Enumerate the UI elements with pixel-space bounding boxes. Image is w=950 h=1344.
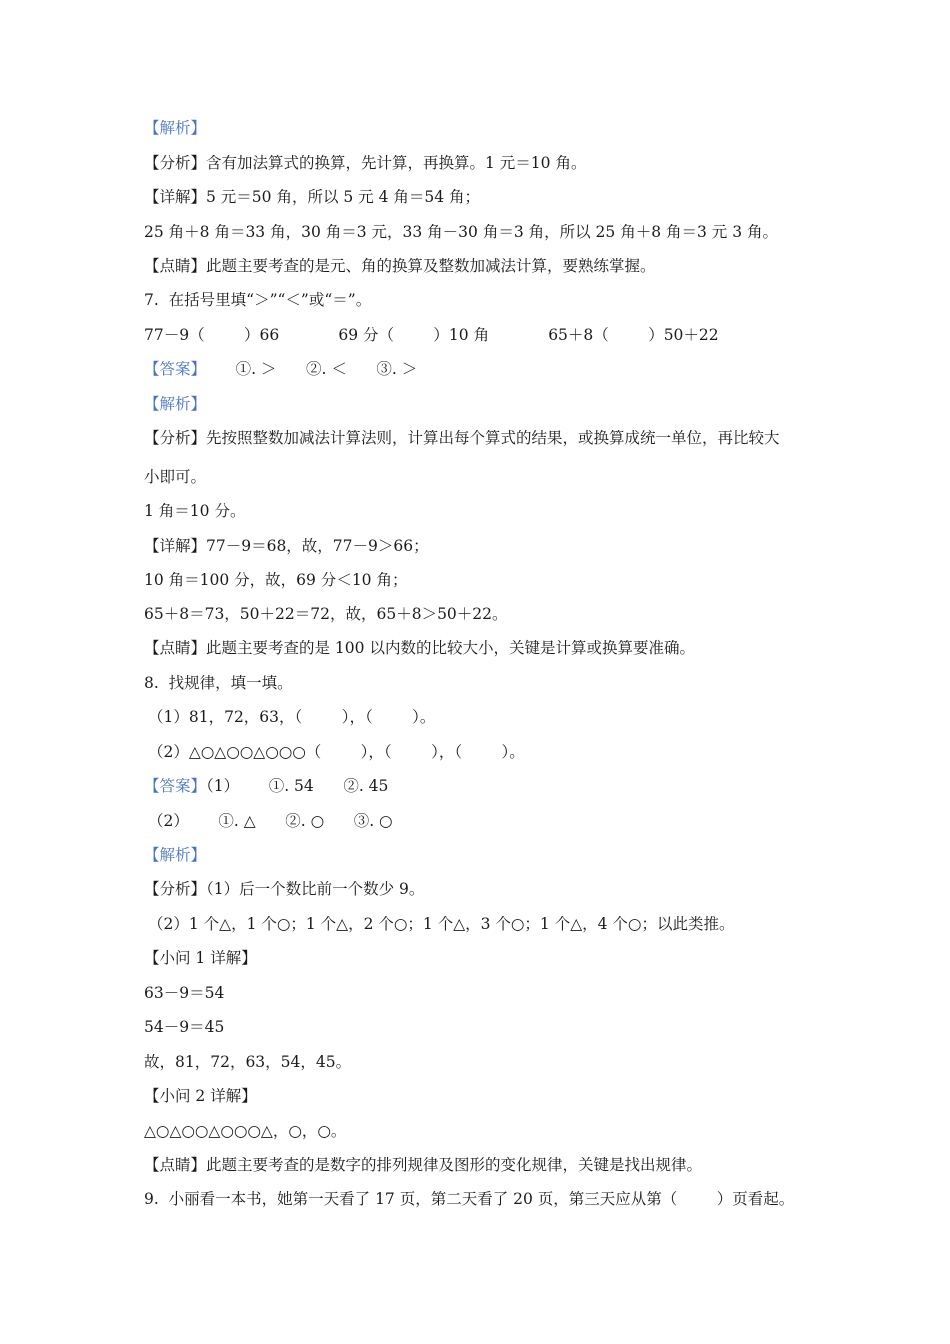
line-text: 【点睛】此题主要考查的是 100 以内数的比较大小，关键是计算或换算要准确。 [144,639,695,657]
line-text: 25 角＋8 角＝33 角，30 角＝3 元，33 角－30 角＝3 角，所以 25 角＋8 角＝3 元 3 角。 [144,223,778,241]
text-line [144,637,695,659]
text-line [144,1051,351,1073]
text-line [144,186,480,208]
answer-line [144,775,388,797]
blue-label: 【答案】 [144,777,207,795]
text-line [144,1120,346,1142]
text-line [144,255,656,277]
line-text: 【详解】5 元＝50 角，所以 5 元 4 角＝54 角； [144,188,481,206]
line-text: 【点睛】此题主要考查的是数字的排列规律及图形的变化规律，关键是找出规律。 [144,1156,703,1174]
line-text: 【分析】（1）后一个数比前一个数少 9。 [144,880,425,898]
line-text: （2）1 个△，1 个○；1 个△，2 个○；1 个△，3 个○；1 个△，4 个○；以此类推。 [148,915,735,933]
text-line [144,1016,224,1038]
text-line [148,810,393,832]
line-text: 65＋8＝73，50＋22＝72，故，65＋8＞50＋22。 [144,605,508,623]
text-line [144,324,719,346]
line-text: 【小问 1 详解】 [144,949,257,967]
line-text: （2） ①. △ ②. ○ ③. ○ [148,812,393,830]
text-line [144,982,224,1004]
text-line [148,706,435,728]
line-text: 小即可。 [144,468,207,486]
text-line [144,1154,702,1176]
question-9 [144,1188,794,1210]
line-text: （2）△○△○○△○○○（ ），（ ），（ ）。 [148,743,525,761]
line-text: 10 角＝100 分，故，69 分＜10 角； [144,571,408,589]
line-text: 54－9＝45 [144,1018,225,1036]
text-line [144,535,429,557]
line-text: 【详解】77－9＝68，故，77－9＞66； [144,537,429,555]
text-line [144,427,780,449]
line-text: 【小问 2 详解】 [144,1087,257,1105]
text-line [144,117,206,139]
text-line [144,152,586,174]
text-line [148,913,734,935]
text-line [144,1085,257,1107]
line-text: 【点睛】此题主要考查的是元、角的换算及整数加减法计算，要熟练掌握。 [144,257,656,275]
text-line [144,500,245,522]
blue-label: 【解析】 [144,119,207,137]
text-line [144,466,206,488]
blue-label: 【解析】 [144,846,207,864]
line-text: 7. 在括号里填“＞”“＜”或“＝”。 [144,291,372,309]
blue-label: 【答案】 [144,360,207,378]
text-line [144,603,508,625]
line-text: 9. 小丽看一本书，她第一天看了 17 页，第二天看了 20 页，第三天应从第（ ）页看起。 [144,1190,795,1208]
line-text: （1） ①. 54 ②. 45 [206,777,389,795]
answer-line [144,358,417,380]
text-line [144,569,407,591]
text-line [144,393,206,415]
text-line [148,741,525,763]
text-line [144,844,206,866]
line-text: 【分析】含有加法算式的换算，先计算，再换算。1 元＝10 角。 [144,154,587,172]
text-line [144,221,778,243]
line-text: 1 角＝10 分。 [144,502,246,520]
line-text: 77－9（ ）66 69 分（ ）10 角 65＋8（ ）50＋22 [144,326,719,344]
text-line [144,947,257,969]
blue-label: 【解析】 [144,395,207,413]
text-line [144,878,424,900]
line-text: ①. ＞ ②. ＜ ③. ＞ [206,360,418,378]
line-text: 8. 找规律，填一填。 [144,674,293,692]
line-text: 故，81，72，63，54，45。 [144,1053,352,1071]
question-7 [144,289,371,311]
line-text: 63－9＝54 [144,984,225,1002]
line-text: （1）81，72，63，（ ），（ ）。 [148,708,436,726]
line-text: △○△○○△○○○△，○，○。 [144,1122,347,1140]
line-text: 【分析】先按照整数加减法计算法则，计算出每个算式的结果，或换算成统一单位，再比较大 [144,429,780,447]
question-8 [144,672,293,694]
